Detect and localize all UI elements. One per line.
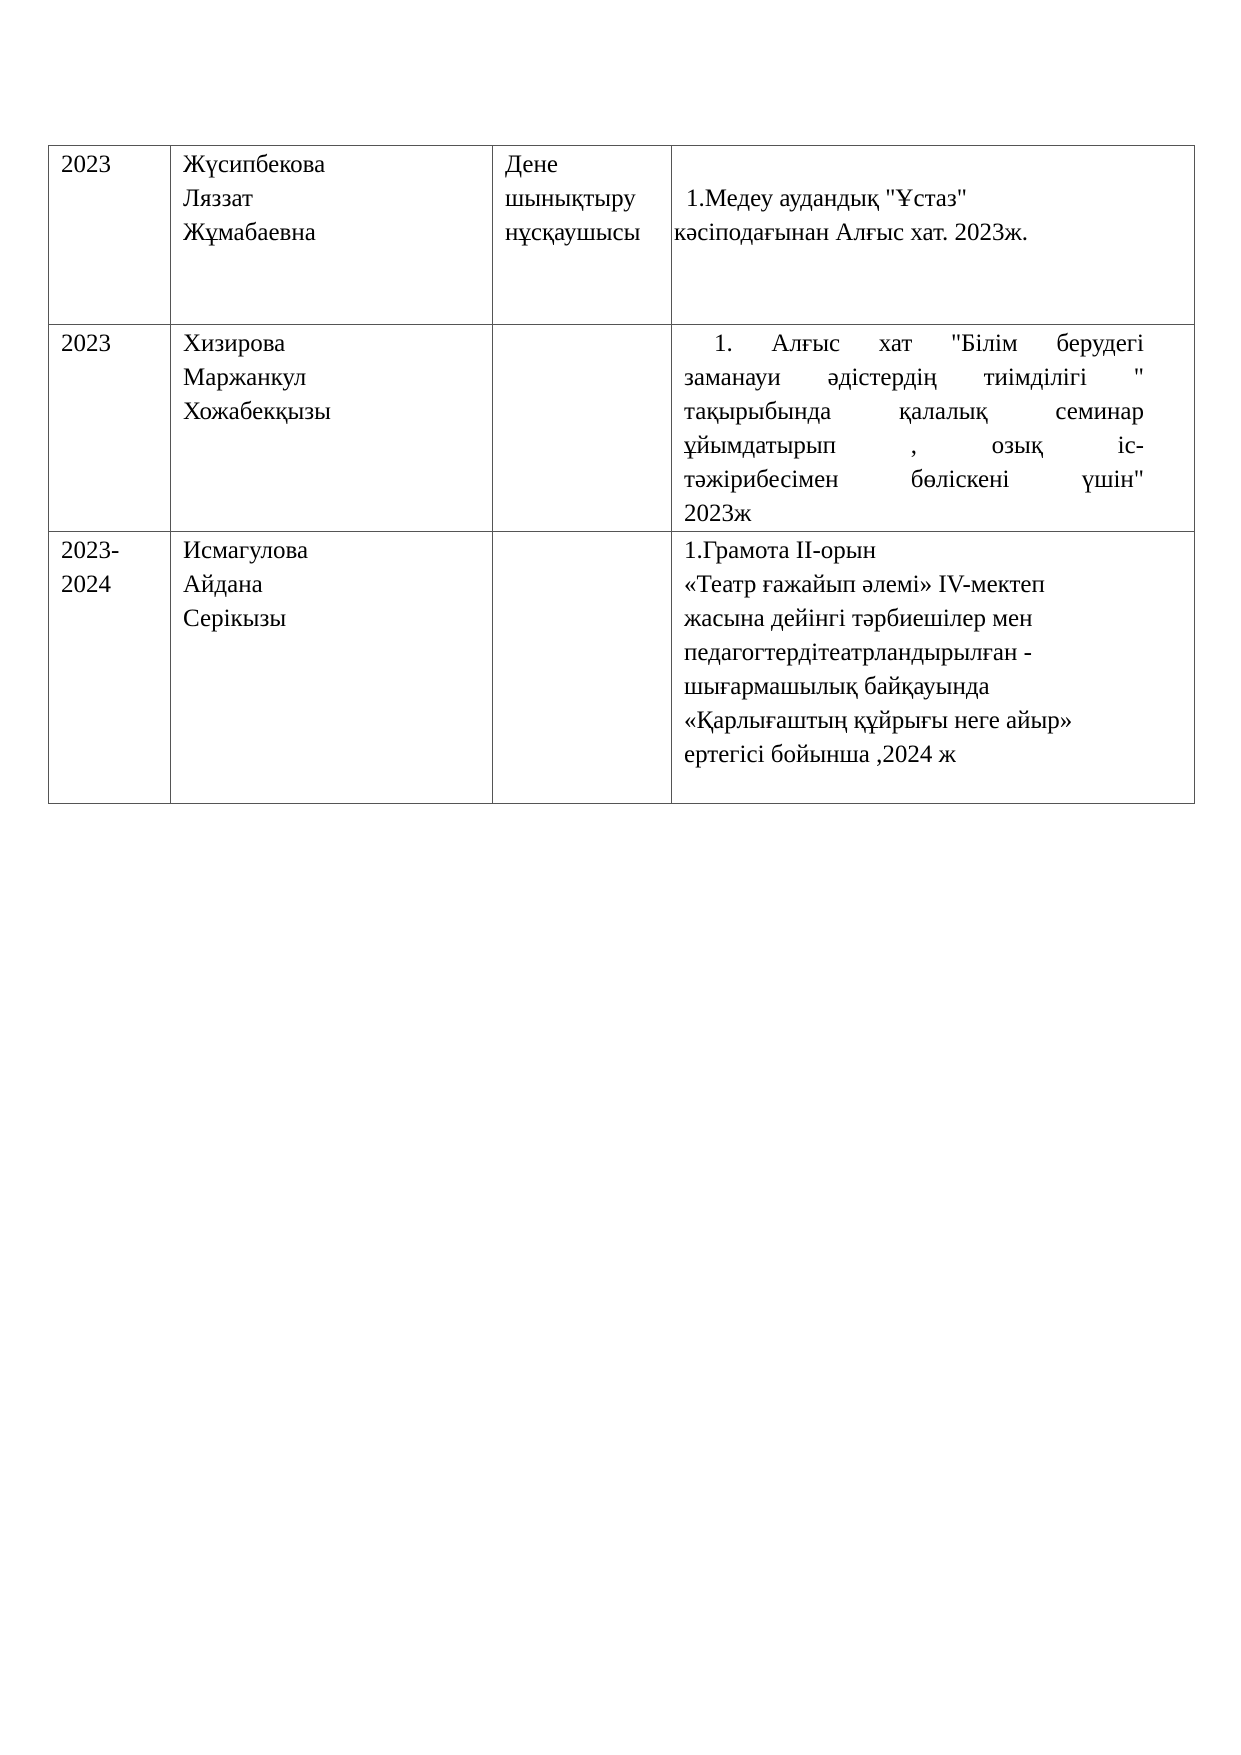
award-line: 2023ж (684, 500, 752, 527)
award-line: жасына дейінгі тәрбиешілер мен (684, 605, 1033, 632)
name-line: Айдана (183, 571, 263, 598)
year-text: 2023 (61, 151, 111, 178)
awards-table (48, 145, 1195, 804)
award-line: ертегісі бойынша ,2024 ж (684, 741, 956, 768)
year-line: 2024 (61, 571, 111, 598)
award-line: 1.Медеу аудандық "Ұстаз" (686, 185, 967, 212)
award-line: педагогтердітеатрландырылған - (684, 639, 1032, 666)
position-line: Дене (505, 151, 558, 178)
year-cell (49, 325, 171, 532)
name-cell (171, 532, 493, 804)
name-cell (171, 146, 493, 325)
award-text (684, 327, 1184, 531)
position-line: нұсқаушысы (505, 219, 641, 246)
award-line: ұйымдатырып , озық іс- (684, 432, 1144, 459)
award-line: «Театр ғажайып әлемі» ІV-мектеп (684, 571, 1045, 598)
name-line: Жүсипбекова (183, 151, 326, 178)
award-line: тәжірибесімен бөліскені үшін" (684, 466, 1144, 493)
name-cell (171, 325, 493, 532)
award-text (674, 148, 1184, 250)
name-line: Ляззат (183, 185, 253, 212)
table-row (49, 325, 1195, 532)
award-cell (672, 146, 1195, 325)
award-line: тақырыбында қалалық семинар (684, 398, 1144, 425)
year-line: 2023- (61, 537, 120, 564)
name-line: Хизирова (183, 330, 286, 357)
name-line: Серікызы (183, 605, 287, 632)
name-line: Маржанкул (183, 364, 307, 391)
year-cell (49, 532, 171, 804)
position-cell (493, 532, 672, 804)
year-cell (49, 146, 171, 325)
name-line: Хожабекқызы (183, 398, 331, 425)
position-line: шынықтыру (505, 185, 636, 212)
award-line: кәсіподағынан Алғыс хат. 2023ж. (674, 219, 1029, 246)
position-cell (493, 325, 672, 532)
table-row (49, 146, 1195, 325)
award-cell (672, 325, 1195, 532)
award-line: 1.Грамота ІІ-орын (684, 537, 876, 564)
name-line: Исмагулова (183, 537, 309, 564)
award-text (684, 534, 1184, 772)
award-line: шығармашылық байқауында (684, 673, 990, 700)
award-cell (672, 532, 1195, 804)
award-line: «Қарлығаштың құйрығы неге айыр» (684, 707, 1073, 734)
award-line: 1. Алғыс хат "Білім берудегі (714, 330, 1144, 357)
position-cell (493, 146, 672, 325)
year-text: 2023 (61, 330, 111, 357)
table-row (49, 532, 1195, 804)
award-line: заманауи әдістердің тиімділігі " (684, 364, 1144, 391)
name-line: Жұмабаевна (183, 219, 316, 246)
